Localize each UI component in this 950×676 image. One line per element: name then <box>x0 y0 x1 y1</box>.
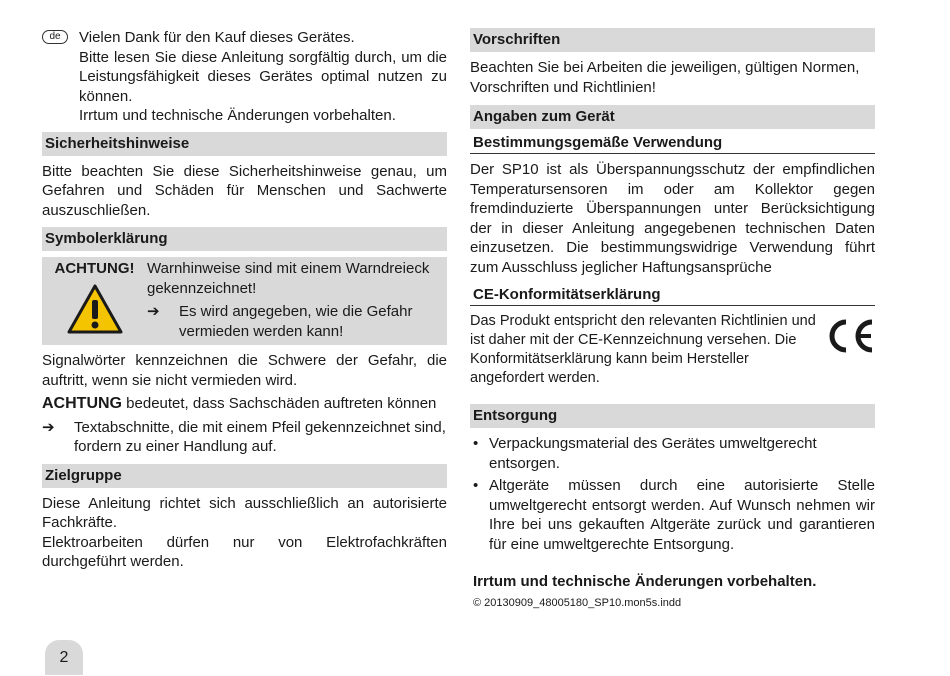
bullet-icon: • <box>473 435 479 452</box>
disposal-heading: Entsorgung <box>470 404 875 428</box>
bullet-icon: • <box>473 477 479 494</box>
device-heading: Angaben zum Gerät <box>470 105 875 129</box>
left-column <box>42 28 447 572</box>
safety-text: Bitte beachten Sie diese Sicherheitshinweise genau, um Gefahren und Schäden für Menschen und Sachwerte auszuschließen. <box>42 162 447 219</box>
intro-disclaimer: Irrtum und technische Änderungen vorbehalten. <box>79 107 396 124</box>
achtung-text: bedeutet, dass Sachschäden auftreten können <box>122 395 437 412</box>
right-column <box>470 28 875 611</box>
warning-label: ACHTUNG! <box>54 260 135 277</box>
target-group-text-2: Elektroarbeiten dürfen nur von Elektrofachkräften durchgeführt werden. <box>42 533 447 570</box>
warning-triangle-icon <box>66 283 124 335</box>
ce-heading: CE-Konformitätserklärung <box>470 285 875 306</box>
intro-text: Bitte lesen Sie diese Anleitung sorgfältig durch, um die Leistungsfähigkeit dieses Gerätes optimal nutzen zu können. <box>79 48 447 105</box>
safety-heading: Sicherheitshinweise <box>42 132 447 156</box>
intro-thanks: Vielen Dank für den Kauf dieses Gerätes. <box>79 29 355 46</box>
intended-use-text: Der SP10 ist als Überspannungsschutz der empfindlichen Temperatursensoren im oder am Kollektor gegen fremdinduzierte Überspannungen unter Berücksichtigung der in dieser Anleitung angegebenen technischen Daten einzusetzen. Die bestimmungswidrige Verwendung führt zum Ausschluss jeglicher Haftungsansprüche <box>470 161 875 276</box>
file-copyright: © 20130909_48005180_SP10.mon5s.indd <box>473 596 682 609</box>
footer-disclaimer: Irrtum und technische Änderungen vorbehalten. <box>473 573 817 590</box>
warning-text: Warnhinweise sind mit einem Warndreieck gekennzeichnet! <box>147 260 430 297</box>
ce-text: Das Produkt entspricht den relevanten Richtlinien und ist daher mit der CE-Kennzeichnung versehen. Die Konformitätserklärung kann beim Hersteller angefordert werden. <box>470 313 816 386</box>
intro-section <box>42 28 447 126</box>
arrow-icon: ➔ <box>147 303 160 320</box>
target-group-heading: Zielgruppe <box>42 464 447 488</box>
regulations-text: Beachten Sie bei Arbeiten die jeweiligen, gültigen Normen, Vorschriften und Richtlinien! <box>470 59 860 96</box>
ce-mark-icon <box>825 316 875 356</box>
list-item: • Altgeräte müssen durch eine autorisierte Stelle umweltgerecht entsorgt werden. Auf Wunsch nehmen wir Ihre bei uns gekauften Altgeräte zurück und garantieren für eine umweltgerechte Entsorgung. <box>470 476 875 554</box>
regulations-heading: Vorschriften <box>470 28 875 52</box>
achtung-word: ACHTUNG <box>42 395 122 412</box>
page-number: 2 <box>45 640 83 675</box>
signal-words-text: Signalwörter kennzeichnen die Schwere der Gefahr, die auftritt, wenn sie nicht vermieden wird. <box>42 352 447 389</box>
symbols-heading: Symbolerklärung <box>42 227 447 251</box>
intended-use-heading: Bestimmungsgemäße Verwendung <box>470 133 875 154</box>
arrow-icon: ➔ <box>42 418 55 436</box>
target-group-text-1: Diese Anleitung richtet sich ausschließlich an autorisierte Fachkräfte. <box>42 494 447 531</box>
warning-arrow-text: Es wird angegeben, wie die Gefahr vermieden werden kann! <box>179 303 413 340</box>
warning-box <box>42 257 447 345</box>
language-badge: de <box>42 30 68 44</box>
list-item: • Verpackungsmaterial des Gerätes umweltgerecht entsorgen. <box>470 434 875 473</box>
arrow-instruction-text: Textabschnitte, die mit einem Pfeil gekennzeichnet sind, fordern zu einer Handlung auf. <box>74 418 446 455</box>
